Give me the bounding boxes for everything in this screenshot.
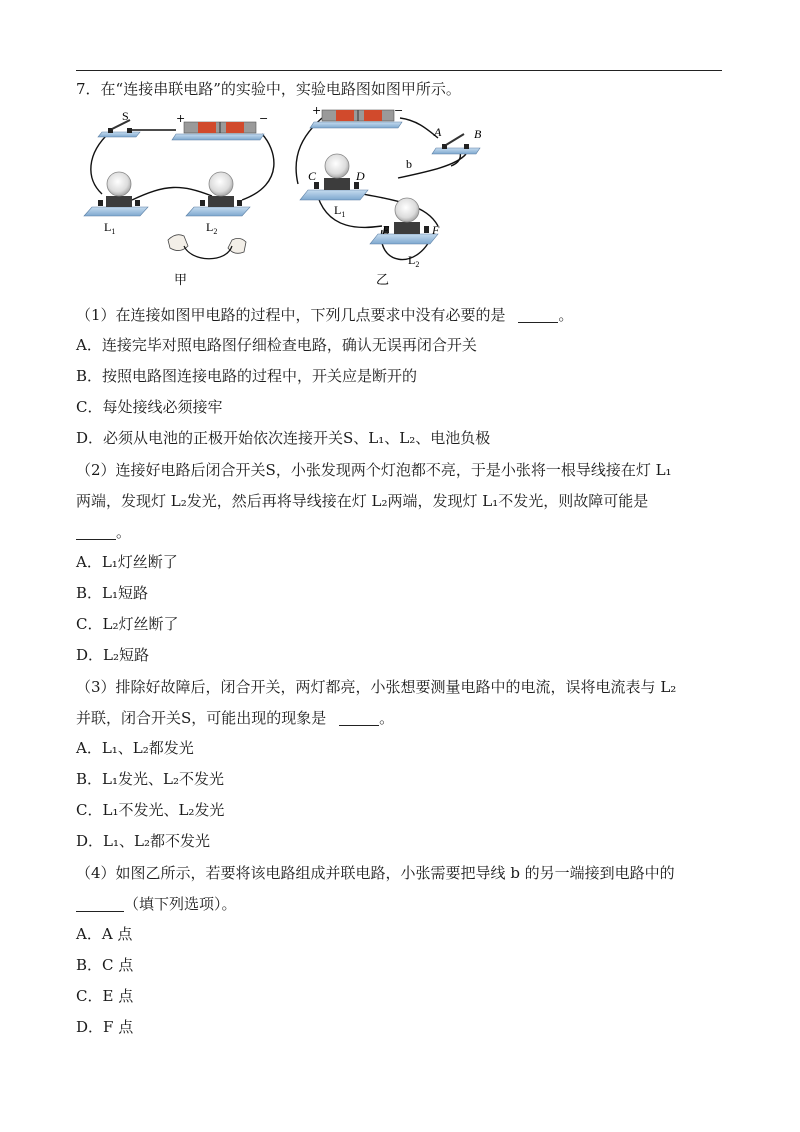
part4-line2: （填下列选项）。: [76, 893, 726, 915]
part3-line1: （3）排除好故障后，闭合开关，两灯都亮，小张想要测量电路中的电流，误将电流表与 L₂: [76, 678, 677, 696]
battery-plus-jia: +: [176, 112, 186, 125]
battery-minus-yi: −: [394, 104, 404, 117]
part3-option-d: D．L₁、L₂都不发光: [76, 832, 210, 850]
point-f-label: F: [432, 223, 440, 237]
point-d-label: D: [356, 169, 365, 183]
wire-b-label: b: [406, 157, 412, 171]
battery-jia: [172, 122, 264, 140]
circuit-yi: [296, 104, 482, 288]
part4-option-d: D．F 点: [76, 1018, 134, 1036]
circuit-jia: [84, 109, 274, 288]
switch-label: S: [122, 109, 129, 123]
caption-jia: 甲: [174, 273, 188, 288]
lamp2-label-jia: $L_2$: [206, 220, 218, 236]
battery-minus-jia: −: [259, 112, 269, 125]
hands-with-wire: [168, 235, 246, 259]
part4-option-c: C．E 点: [76, 987, 134, 1005]
battery-plus-yi: +: [312, 104, 322, 117]
answer-blank-1[interactable]: [518, 306, 558, 323]
lamp2-label-yi: $L_2$: [408, 253, 420, 269]
part3-option-c: C．L₁不发光、L₂发光: [76, 801, 225, 819]
lamp-l2-jia: [186, 172, 250, 216]
answer-blank-3[interactable]: [339, 709, 379, 726]
part2-option-b: B．L₁短路: [76, 584, 148, 602]
lamp1-label-jia: $L_1$: [104, 220, 116, 236]
part1-option-c: C．每处接线必须接牢: [76, 398, 223, 416]
part3-option-a: A．L₁、L₂都发光: [76, 739, 194, 757]
point-a-label: A: [434, 125, 442, 139]
header-rule: [76, 70, 722, 71]
caption-yi: 乙: [376, 273, 390, 288]
circuit-figure: [76, 104, 482, 294]
part2-option-d: D．L₂短路: [76, 646, 150, 664]
part3-line2: 并联，闭合开关S，可能出现的现象是 。: [76, 709, 395, 727]
part4-line1: （4）如图乙所示，若要将该电路组成并联电路，小张需要把导线 b 的另一端接到电路中的: [76, 864, 675, 882]
part2-blank-line: 。: [76, 521, 726, 543]
part1-prompt: （1）在连接如图甲电路的过程中，下列几点要求中没有必要的是 。: [76, 306, 574, 324]
part1-option-a: A．连接完毕对照电路图仔细检查电路，确认无误再闭合开关: [76, 336, 477, 354]
question-title: 7．在“连接串联电路”的实验中，实验电路图如图甲所示。: [76, 80, 461, 98]
lamp1-label-yi: $L_1$: [334, 203, 346, 219]
point-c-label: C: [308, 169, 317, 183]
part2-option-a: A．L₁灯丝断了: [76, 553, 178, 571]
point-b-label: B: [474, 127, 482, 141]
part4-option-b: B．C 点: [76, 956, 134, 974]
part2-option-c: C．L₂灯丝断了: [76, 615, 179, 633]
part2-line1: （2）连接好电路后闭合开关S，小张发现两个灯泡都不亮，于是小张将一根导线接在灯 L₁: [76, 461, 672, 479]
answer-blank-2[interactable]: [76, 523, 116, 540]
lamp-l2-yi: [370, 198, 438, 244]
part1-option-d: D．必须从电池的正极开始依次连接开关S、L₁、L₂、电池负极: [76, 429, 491, 447]
part2-line2: 两端，发现灯 L₂发光，然后再将导线接在灯 L₂两端，发现灯 L₁不发光，则故障可能是: [76, 492, 649, 510]
lamp-l1-jia: [84, 172, 148, 216]
part1-option-b: B．按照电路图连接电路的过程中，开关应是断开的: [76, 367, 418, 385]
point-e-label: E: [382, 223, 390, 237]
switch-s: [98, 120, 140, 137]
battery-yi: [310, 110, 402, 128]
part3-option-b: B．L₁发光、L₂不发光: [76, 770, 224, 788]
answer-blank-4[interactable]: [76, 895, 124, 912]
part4-option-a: A．A 点: [76, 925, 133, 943]
